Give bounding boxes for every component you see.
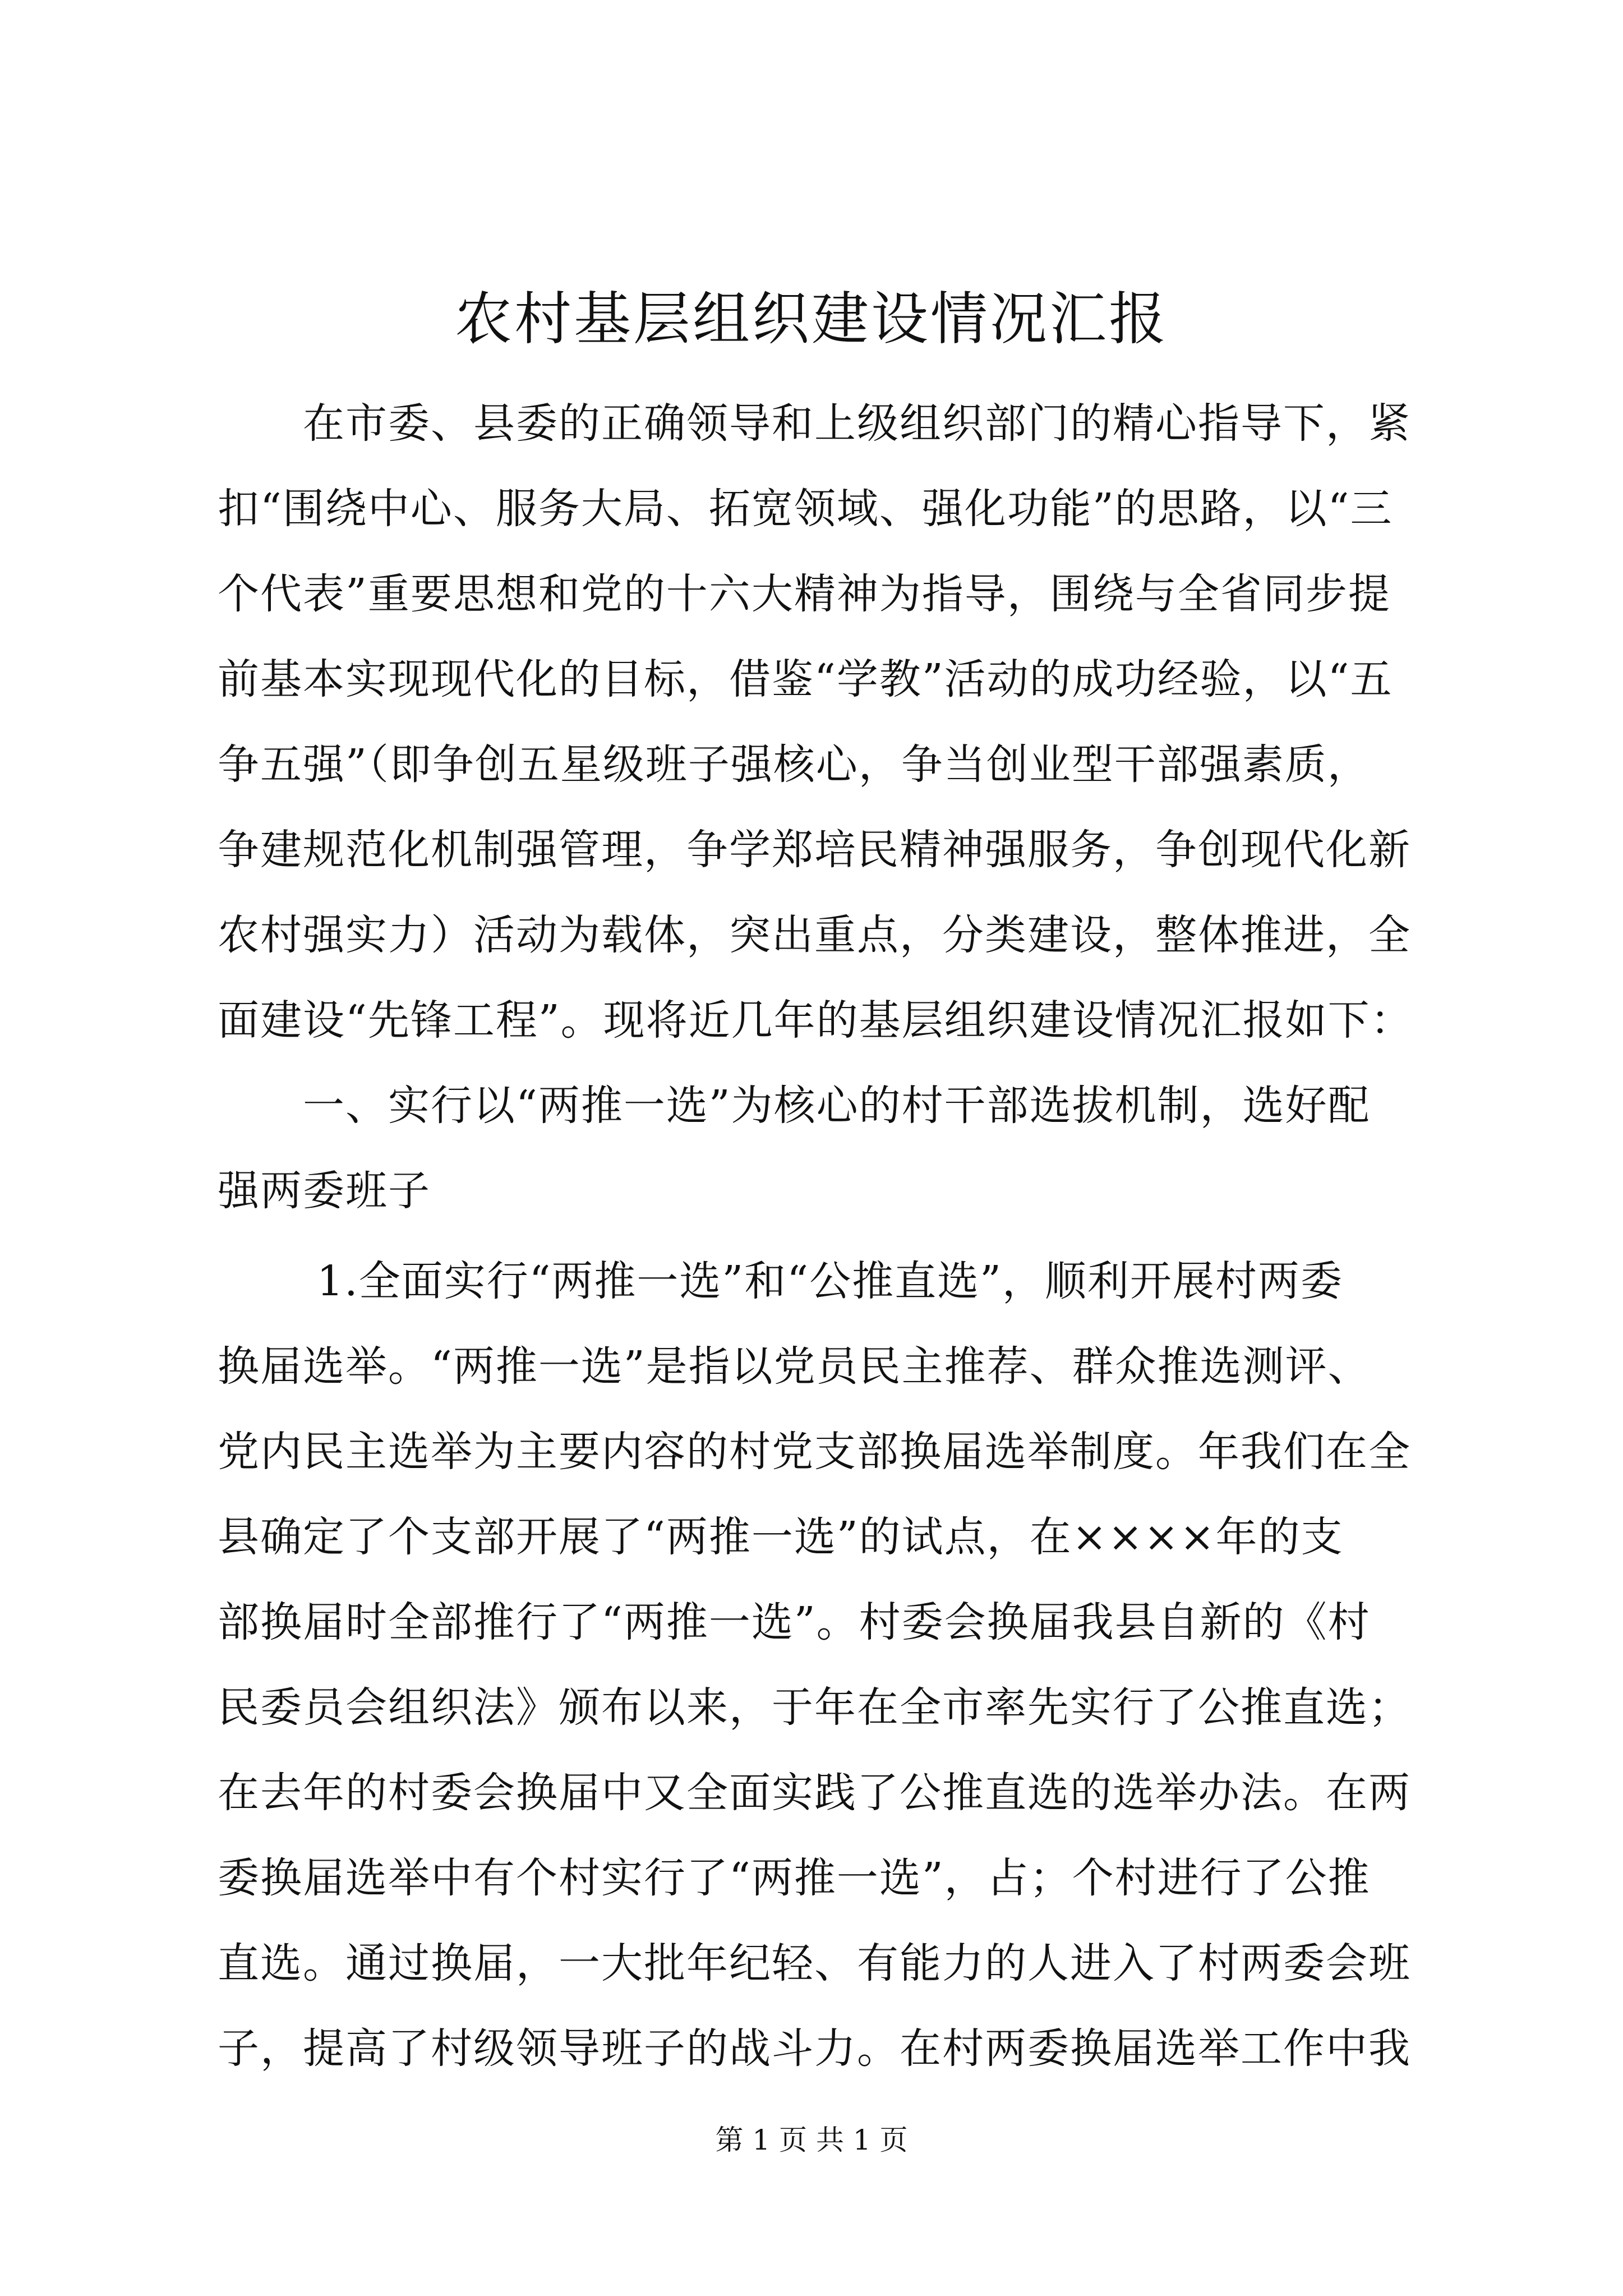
section-heading-line: 一、实行以“两推一选”为核心的村干部选拔机制，选好配 <box>303 1082 1371 1130</box>
body-line: 委换届选举中有个村实行了“两推一选”，占；个村进行了公推 <box>218 1854 1371 1902</box>
body-line: 子，提高了村级领导班子的战斗力。在村两委换届选举工作中我 <box>218 2024 1411 2073</box>
document-title: 农村基层组织建设情况汇报 <box>455 286 1168 353</box>
body-line: 党内民主选举为主要内容的村党支部换届选举制度。年我们在全 <box>218 1428 1411 1476</box>
body-line: 争五强”（即争创五星级班子强核心，争当创业型干部强素质， <box>218 740 1370 789</box>
subsection-line: 1.全面实行“两推一选”和“公推直选”，顺利开展村两委 <box>317 1257 1343 1305</box>
page-number-footer: 第 1 页 共 1 页 <box>715 2124 908 2156</box>
body-line: 县确定了个支部开展了“两推一选”的试点，在××××年的支 <box>218 1513 1344 1561</box>
section-heading-line: 强两委班子 <box>218 1167 431 1215</box>
body-line: 在去年的村委会换届中又全面实践了公推直选的选举办法。在两 <box>218 1769 1411 1817</box>
body-line: 扣“围绕中心、服务大局、拓宽领域、强化功能”的思路，以“三 <box>218 485 1393 533</box>
body-line: 在市委、县委的正确领导和上级组织部门的精心指导下，紧 <box>303 399 1411 448</box>
body-line: 个代表”重要思想和党的十六大精神为指导，围绕与全省同步提 <box>218 570 1391 618</box>
body-line: 民委员会组织法》颁布以来，于年在全市率先实行了公推直选； <box>218 1683 1411 1732</box>
body-line: 争建规范化机制强管理，争学郑培民精神强服务，争创现代化新 <box>218 826 1411 874</box>
body-line: 换届选举。“两推一选”是指以党员民主推荐、群众推选测评、 <box>218 1342 1371 1391</box>
body-line: 直选。通过换届，一大批年纪轻、有能力的人进入了村两委会班 <box>218 1939 1411 1987</box>
body-line: 部换届时全部推行了“两推一选”。村委会换届我县自新的《村 <box>218 1598 1371 1646</box>
body-line: 农村强实力）活动为载体，突出重点，分类建设，整体推进，全 <box>218 911 1411 959</box>
body-line: 前基本实现现代化的目标，借鉴“学教”活动的成功经验，以“五 <box>218 655 1393 703</box>
body-line: 面建设“先锋工程”。现将近几年的基层组织建设情况汇报如下： <box>218 996 1413 1045</box>
